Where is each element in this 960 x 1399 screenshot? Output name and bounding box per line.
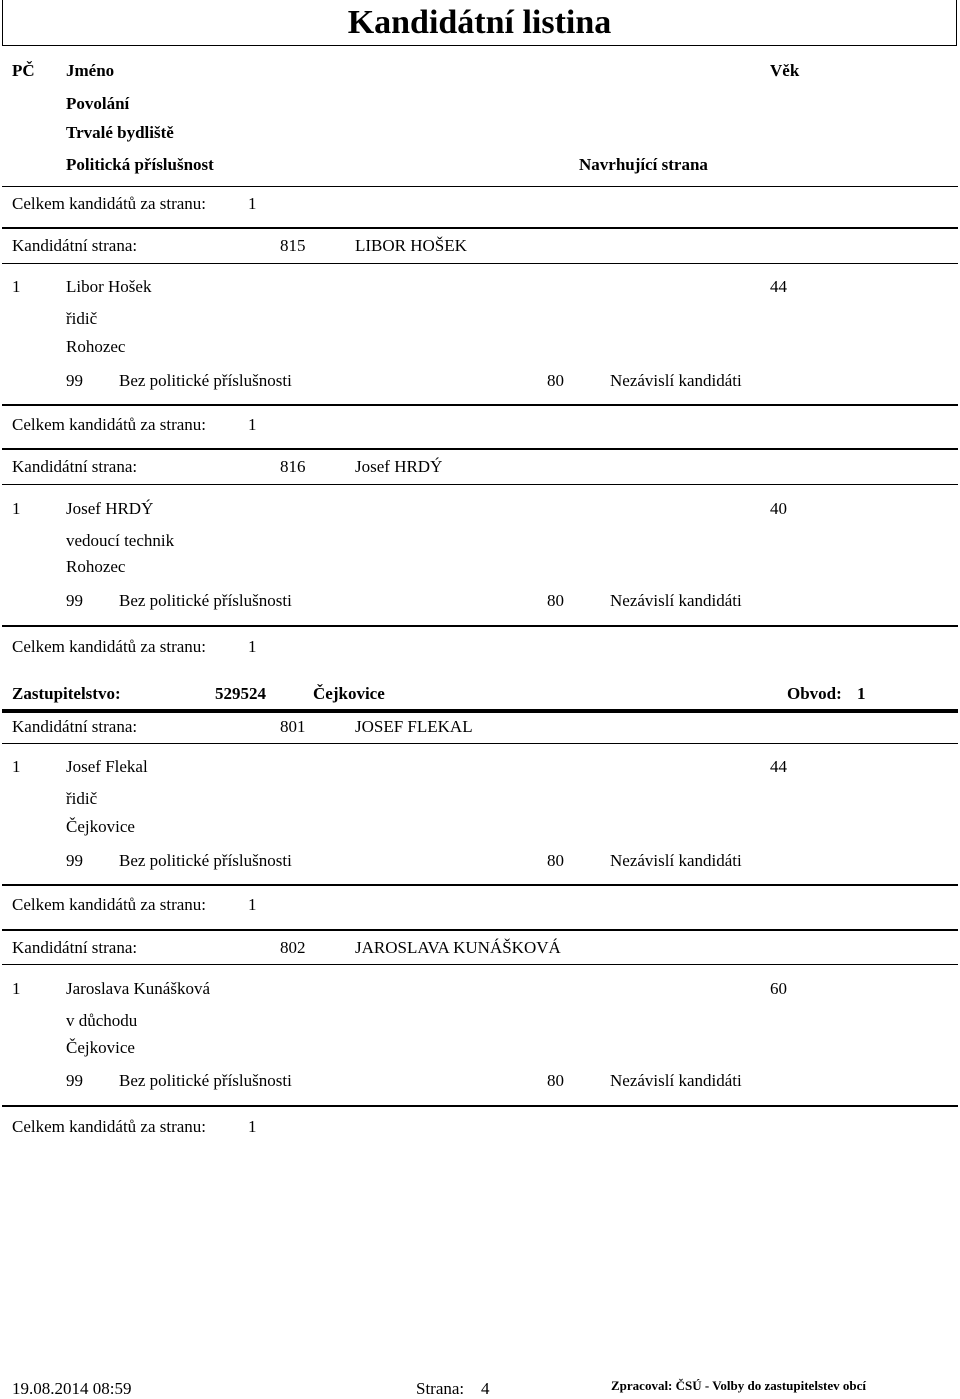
divider — [2, 884, 958, 886]
affiliation-name: Bez politické příslušnosti — [119, 591, 292, 610]
candidate-residence: Rohozec — [66, 337, 126, 356]
party-name: JAROSLAVA KUNÁŠKOVÁ — [355, 938, 561, 957]
candidate-residence: Čejkovice — [66, 1038, 135, 1057]
page-title: Kandidátní listina — [347, 4, 612, 41]
divider — [2, 263, 958, 264]
nominating-code: 80 — [547, 371, 564, 390]
divider — [2, 227, 958, 229]
candidate-pc: 1 — [12, 499, 21, 518]
footer-page-label: Strana: — [416, 1379, 465, 1398]
party-label: Kandidátní strana: — [12, 457, 138, 476]
total-label: Celkem kandidátů za stranu: — [12, 1117, 207, 1136]
total-value: 1 — [248, 415, 257, 434]
footer-datetime: 19.08.2014 08:59 — [12, 1379, 132, 1398]
divider — [2, 404, 958, 406]
candidate-residence: Rohozec — [66, 557, 126, 576]
header-name: Jméno — [66, 61, 115, 80]
total-label: Celkem kandidátů za stranu: — [12, 194, 207, 213]
candidate-age: 60 — [770, 979, 787, 998]
candidate-residence: Čejkovice — [66, 817, 135, 836]
candidate-name: Libor Hošek — [66, 277, 152, 296]
divider — [2, 484, 958, 485]
header-pc: PČ — [12, 61, 35, 80]
header-affiliation: Politická příslušnost — [66, 155, 214, 174]
candidate-pc: 1 — [12, 277, 21, 296]
total-value: 1 — [248, 895, 257, 914]
total-value: 1 — [248, 1117, 257, 1136]
candidate-occupation: řidič — [66, 309, 98, 328]
candidate-pc: 1 — [12, 757, 21, 776]
party-label: Kandidátní strana: — [12, 938, 138, 957]
divider — [2, 743, 958, 744]
nominating-name: Nezávislí kandidáti — [610, 591, 742, 610]
party-number: 802 — [280, 938, 306, 957]
council-code: 529524 — [215, 684, 266, 703]
total-value: 1 — [248, 637, 257, 656]
candidate-age: 44 — [770, 277, 787, 296]
divider — [2, 1105, 958, 1107]
district-value: 1 — [857, 684, 866, 703]
footer-processed-by: Zpracoval: ČSÚ - Volby do zastupitelstev obcí — [611, 1378, 866, 1393]
party-number: 815 — [280, 236, 306, 255]
divider — [2, 964, 958, 965]
party-label: Kandidátní strana: — [12, 717, 138, 736]
candidate-name: Josef Flekal — [66, 757, 148, 776]
party-name: Josef HRDÝ — [355, 457, 443, 476]
total-value: 1 — [248, 194, 257, 213]
header-age: Věk — [770, 61, 800, 80]
candidate-name: Josef HRDÝ — [66, 499, 154, 518]
divider — [2, 186, 958, 187]
affiliation-name: Bez politické příslušnosti — [119, 371, 292, 390]
candidate-age: 44 — [770, 757, 787, 776]
party-number: 816 — [280, 457, 306, 476]
divider — [2, 448, 958, 450]
candidate-age: 40 — [770, 499, 787, 518]
affiliation-code: 99 — [66, 851, 83, 870]
party-name: LIBOR HOŠEK — [355, 236, 467, 255]
council-name: Čejkovice — [313, 684, 385, 703]
header-residence: Trvalé bydliště — [66, 123, 174, 142]
affiliation-name: Bez politické příslušnosti — [119, 1071, 292, 1090]
candidate-occupation: řidič — [66, 789, 98, 808]
affiliation-code: 99 — [66, 1071, 83, 1090]
party-label: Kandidátní strana: — [12, 236, 138, 255]
header-occupation: Povolání — [66, 94, 130, 113]
nominating-name: Nezávislí kandidáti — [610, 371, 742, 390]
candidate-pc: 1 — [12, 979, 21, 998]
total-label: Celkem kandidátů za stranu: — [12, 637, 207, 656]
affiliation-code: 99 — [66, 371, 83, 390]
header-nominating-party: Navrhující strana — [579, 155, 708, 174]
footer-page-number: 4 — [481, 1379, 490, 1398]
party-number: 801 — [280, 717, 306, 736]
affiliation-code: 99 — [66, 591, 83, 610]
council-label: Zastupitelstvo: — [12, 684, 121, 703]
party-name: JOSEF FLEKAL — [355, 717, 473, 736]
divider — [2, 929, 958, 931]
nominating-name: Nezávislí kandidáti — [610, 851, 742, 870]
nominating-code: 80 — [547, 1071, 564, 1090]
divider — [2, 625, 958, 627]
candidate-name: Jaroslava Kunášková — [66, 979, 210, 998]
nominating-code: 80 — [547, 851, 564, 870]
divider — [2, 709, 958, 713]
nominating-code: 80 — [547, 591, 564, 610]
total-label: Celkem kandidátů za stranu: — [12, 415, 207, 434]
district-label: Obvod: — [787, 684, 842, 703]
candidate-occupation: vedoucí technik — [66, 531, 175, 550]
title-box — [2, 0, 957, 46]
affiliation-name: Bez politické příslušnosti — [119, 851, 292, 870]
candidate-occupation: v důchodu — [66, 1011, 138, 1030]
total-label: Celkem kandidátů za stranu: — [12, 895, 207, 914]
nominating-name: Nezávislí kandidáti — [610, 1071, 742, 1090]
